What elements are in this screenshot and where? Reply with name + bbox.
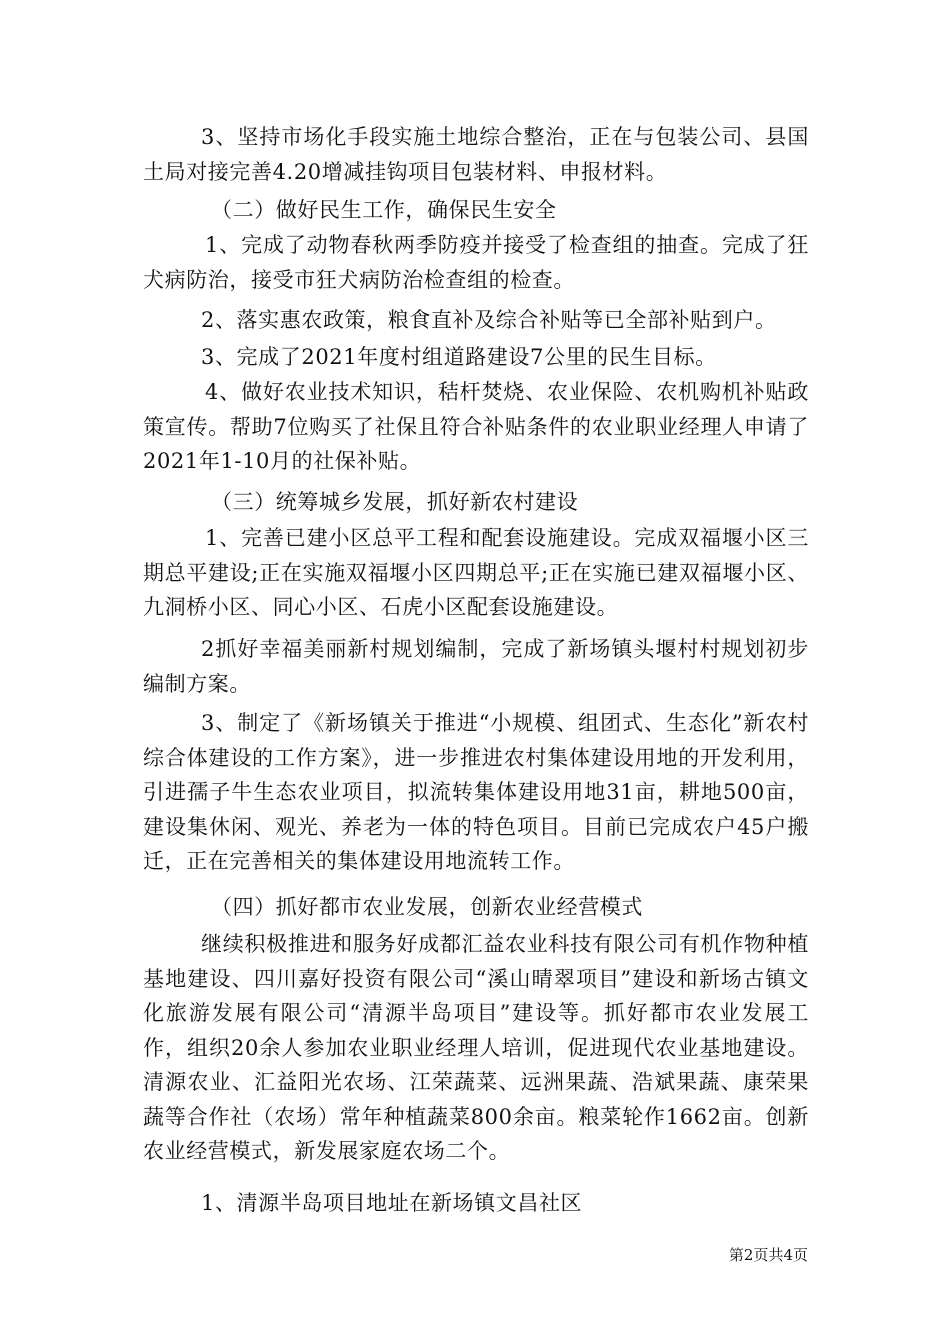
- paragraph-community-construction: 1、完善已建小区总平工程和配套设施建设。完成双福堰小区三期总平建设;正在实施双福堰小区四期总平;正在实施已建双福堰小区、九洞桥小区、同心小区、石虎小区配套设施建设。: [143, 526, 809, 619]
- paragraph-urban-agriculture: 继续积极推进和服务好成都汇益农业科技有限公司有机作物种植基地建设、四川嘉好投资有限公司“溪山晴翠项目”建设和新场古镇文化旅游发展有限公司“清源半岛项目”建设等。抓好都市农业发展工作，组织20余人参加农业职业经理人培训，促进现代农业基地建设。清源农业、汇益阳光农场、江荣蔬菜、远洲果蔬、浩斌果蔬、康荣果蔬等合作社（农场）常年种植蔬菜800余亩。粮菜轮作1662亩。创新农业经营模式，新发展家庭农场二个。: [143, 932, 809, 1163]
- section-heading-2: （二）做好民生工作，确保民生安全: [211, 198, 557, 222]
- paragraph-subsidy: 2、落实惠农政策，粮食直补及综合补贴等已全部补贴到户。: [201, 308, 777, 332]
- paragraph-land-consolidation: 3、坚持市场化手段实施土地综合整治，正在与包装公司、县国土局对接完善4.20增减挂钩项目包装材料、申报材料。: [143, 125, 809, 184]
- paragraph-village-planning: 2抓好幸福美丽新村规划编制，完成了新场镇头堰村村规划初步编制方案。: [143, 637, 809, 696]
- paragraph-agri-tech: 4、做好农业技术知识，秸杆焚烧、农业保险、农机购机补贴政策宣传。帮助7位购买了社保且符合补贴条件的农业职业经理人申请了2021年1-10月的社保补贴。: [143, 380, 809, 473]
- page-number-footer: 第2页共4页: [728, 1246, 808, 1264]
- section-heading-3: （三）统筹城乡发展，抓好新农村建设: [211, 490, 579, 514]
- section-heading-4: （四）抓好都市农业发展，创新农业经营模式: [211, 895, 643, 919]
- paragraph-road-construction: 3、完成了2021年度村组道路建设7公里的民生目标。: [201, 345, 717, 369]
- paragraph-rural-complex: 3、制定了《新场镇关于推进“小规模、组团式、生态化”新农村综合体建设的工作方案》，进一步推进农村集体建设用地的开发利用，引进孺子牛生态农业项目，拟流转集体建设用地31亩，耕地500亩，建设集休闲、观光、养老为一体的特色项目。目前已完成农户45户搬迁，正在完善相关的集体建设用地流转工作。: [143, 711, 809, 873]
- paragraph-epidemic-prevention: 1、完成了动物春秋两季防疫并接受了检查组的抽查。完成了狂犬病防治，接受市狂犬病防治检查组的检查。: [143, 233, 809, 292]
- paragraph-qingyuan-project: 1、清源半岛项目地址在新场镇文昌社区: [201, 1191, 583, 1215]
